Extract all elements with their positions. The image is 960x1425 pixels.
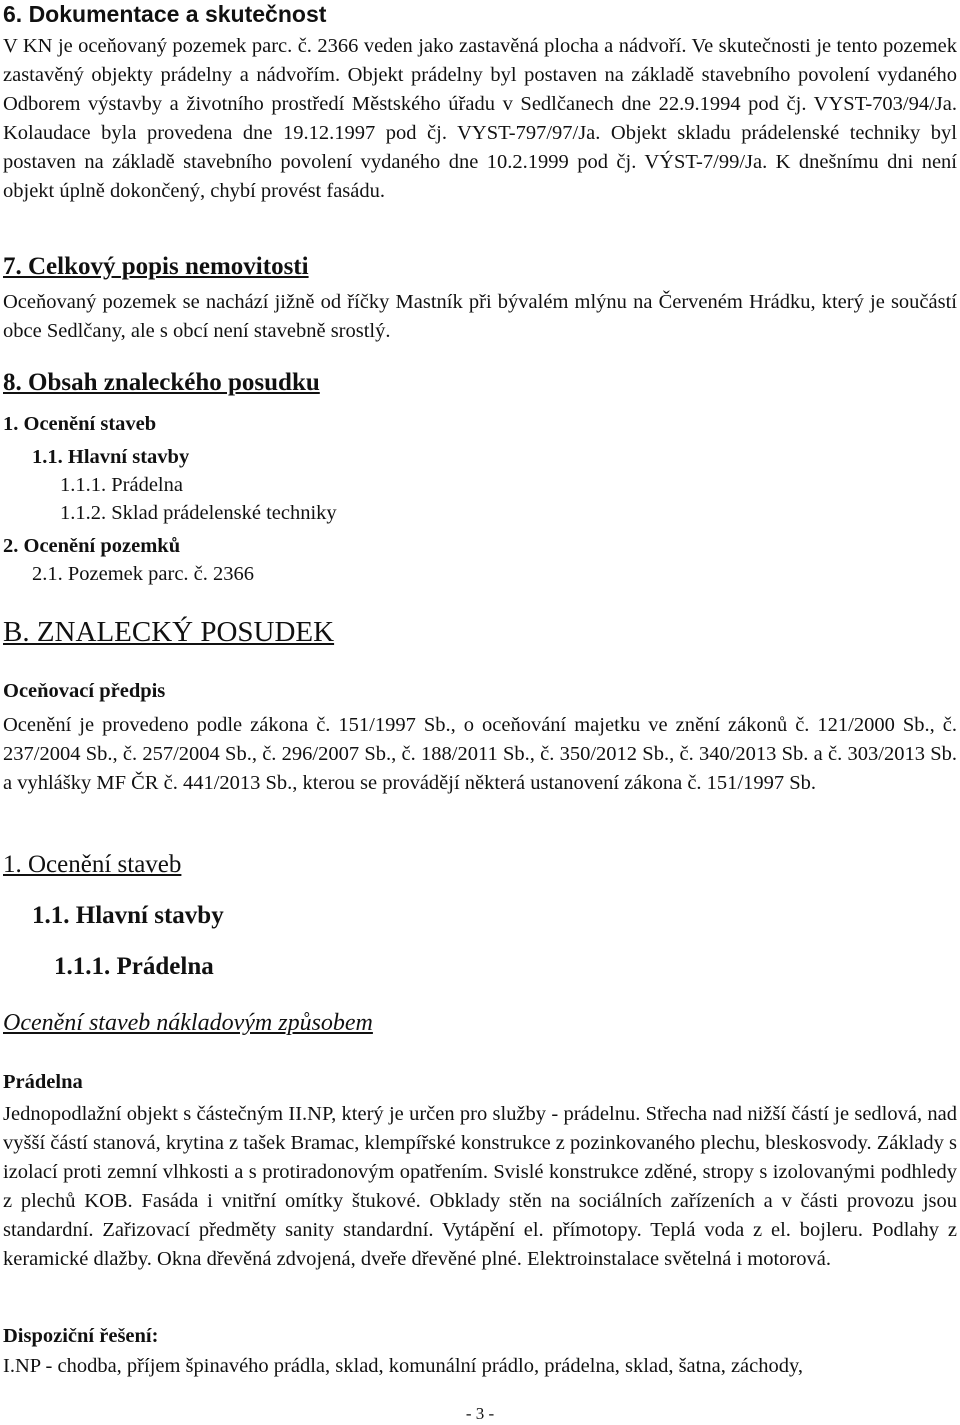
method-heading: Ocenění staveb nákladovým způsobem: [3, 1010, 373, 1036]
toc-item: 2. Ocenění pozemků: [3, 535, 181, 557]
layout-text: I.NP - chodba, příjem špinavého prádla, sklad, komunální prádlo, prádelna, sklad, šatna, záchody,: [3, 1355, 804, 1377]
toc-item: 2.1. Pozemek parc. č. 2366: [32, 563, 255, 585]
valuation-heading-1: 1. Ocenění staveb: [3, 851, 182, 878]
toc-item: 1.1. Hlavní stavby: [32, 446, 190, 468]
section-6-heading: 6. Dokumentace a skutečnost: [3, 1, 327, 27]
section-6-text: V KN je oceňovaný pozemek parc. č. 2366 veden jako zastavěná plocha a nádvoří. Ve skutečnosti je tento pozemek zastavěný objekty prádelny a nádvořím. Objekt prádelny byl postaven na základě stavebního povolení vydaného Odborem výstavby a životního prostředí Městského úřadu v Sedlčanech dne 22.9.1994 pod čj. VYST-703/94/Ja. Kolaudace byla provedena dne 19.12.1997 pod čj. VYST-797/97/Ja. Objekt skladu prádelenské techniky byl postaven na základě stavebního povolení vydaného dne 10.2.1999 pod čj. VÝST-7/99/Ja. K dnešnímu dni není objekt úplně dokončený, chybí provést fasádu.: [3, 35, 957, 202]
regulation-text: Ocenění je provedeno podle zákona č. 151/1997 Sb., o oceňování majetku ve znění zákonů č. 121/2000 Sb., č. 237/2004 Sb., č. 257/2004 Sb., č. 296/2007 Sb., č. 188/2011 Sb., č. 350/2012 Sb., č. 340/2013 Sb. a č. 303/2013 Sb. a vyhlášky MF ČR č. 441/2013 Sb., kterou se provádějí některá ustanovení zákona č. 151/1997 Sb.: [3, 714, 957, 794]
section-8-heading: 8. Obsah znaleckého posudku: [3, 369, 320, 396]
toc-item: 1.1.1. Prádelna: [60, 474, 183, 496]
valuation-heading-2: 1.1. Hlavní stavby: [32, 902, 224, 929]
toc-item: 1. Ocenění staveb: [3, 413, 157, 435]
layout-heading: Dispoziční řešení:: [3, 1325, 159, 1347]
toc-item: 1.1.2. Sklad prádelenské techniky: [60, 502, 337, 524]
part-b-heading: B. ZNALECKÝ POSUDEK: [3, 616, 335, 648]
object-heading: Prádelna: [3, 1071, 83, 1093]
valuation-heading-3: 1.1.1. Prádelna: [54, 953, 214, 980]
section-7-text: Oceňovaný pozemek se nachází jižně od říčky Mastník při bývalém mlýnu na Červeném Hrádku, který je součástí obce Sedlčany, ale s obcí není stavebně srostlý.: [3, 291, 957, 342]
regulation-heading: Oceňovací předpis: [3, 680, 166, 702]
page-number: - 3 -: [465, 1404, 495, 1423]
object-description: Jednopodlažní objekt s částečným II.NP, který je určen pro služby - prádelnu. Střecha nad nižší částí je sedlová, nad vyšší částí stanová, krytina z tašek Bramac, klempířské konstrukce z pozinkovaného plechu, bleskosvody. Základy s izolací proti zemní vlhkosti a s protiradonovým opatřením. Svislé konstrukce zděné, stropy s izolovanými podhledy z plechů KOB. Fasáda i vnitřní omítky štukové. Obklady stěn na sociálních zařízeních a v části provozu jsou standardní. Zařizovací předměty sanity standardní. Vytápění el. přímotopy. Teplá voda z el. bojleru. Podlahy z keramické dlažby. Okna dřevěná zdvojená, dveře dřevěné plné. Elektroinstalace světelná i motorová.: [3, 1103, 957, 1270]
section-7-heading: 7. Celkový popis nemovitosti: [3, 253, 309, 280]
